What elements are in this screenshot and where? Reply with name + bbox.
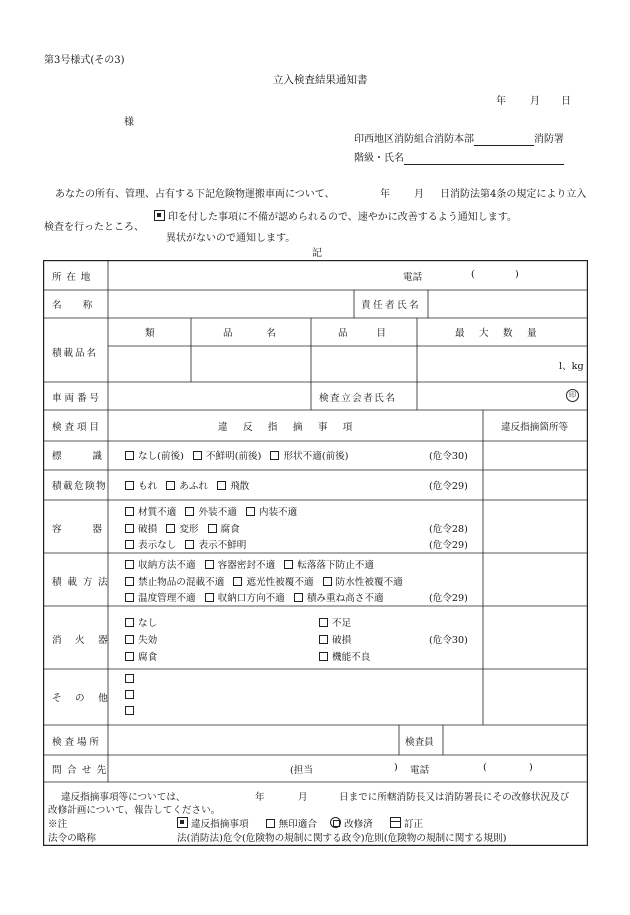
- issuer-station: 消防署: [534, 134, 564, 145]
- location-label: 所在地: [52, 272, 96, 283]
- vehicle-no-label: 車両番号: [52, 393, 102, 404]
- repaired-mark-icon: [330, 817, 341, 828]
- container-line2: 破損 変形 腐食: [125, 521, 240, 535]
- ext-broken: 破損: [319, 632, 351, 646]
- light-cover-checkbox[interactable]: [233, 577, 242, 586]
- deform-checkbox[interactable]: [166, 524, 175, 533]
- marking-shape-checkbox[interactable]: [270, 451, 279, 460]
- extinguisher-label: 消火器: [52, 635, 122, 646]
- ext-expired-checkbox[interactable]: [125, 635, 134, 644]
- intro-option-normal: 異状がないので通知します。: [166, 233, 296, 244]
- no-label-checkbox[interactable]: [125, 540, 134, 549]
- container-line1: 材質不適 外装不適 内装不適: [125, 504, 297, 518]
- ext-corroded: 腐食: [125, 649, 157, 663]
- ext-malfunction: 機能不良: [319, 649, 370, 663]
- note-label: ※注: [48, 819, 68, 830]
- contact-phone-label: 電話: [410, 765, 430, 776]
- phone-label: 電話: [403, 272, 423, 283]
- intro-line1-b: 日消防法第4条の規定により立入: [440, 189, 587, 200]
- other-checkbox-1-wrap: [125, 674, 138, 686]
- footer-line1-a: 違反指摘事項等については、: [61, 792, 186, 803]
- intro-line1-a: あなたの所有、管理、占有する下記危険物運搬車両について、: [55, 189, 335, 200]
- seal-stamp-icon: 印: [566, 389, 579, 402]
- intro-year: 年: [380, 189, 390, 200]
- ext-expired: 失効: [125, 632, 157, 646]
- ki-mark: 記: [312, 248, 322, 259]
- compliant-mark-icon: [266, 819, 275, 828]
- rank-name-blank[interactable]: [404, 153, 564, 165]
- contact-close: ): [394, 762, 398, 773]
- loading-line1: 収納方法不適 容器密封不適 転落落下防止不適: [125, 557, 374, 571]
- overflow-checkbox[interactable]: [166, 481, 175, 490]
- temperature-checkbox[interactable]: [125, 593, 134, 602]
- marking-label: 標識: [52, 451, 133, 462]
- other-checkbox-3-wrap: [125, 706, 138, 718]
- date-year: 年: [496, 96, 506, 107]
- cargo-col-item: 品目: [338, 328, 415, 339]
- container-label: 容器: [52, 524, 133, 535]
- loading-label: 積載方法: [52, 577, 114, 588]
- extinguisher-ref: (危令30): [429, 635, 468, 646]
- contact-label: 問合せ先: [52, 765, 112, 776]
- damage-checkbox[interactable]: [125, 524, 134, 533]
- violations-header: 違反指摘事項: [218, 422, 368, 433]
- contact-paren-close: ): [529, 762, 533, 773]
- rank-line: [354, 149, 564, 165]
- marking-unclear-checkbox[interactable]: [193, 451, 202, 460]
- form-number: 第3号様式(その3): [44, 55, 125, 66]
- ext-short: 不足: [319, 615, 351, 629]
- cargo-hazard-label: 積載危険物: [52, 481, 108, 492]
- marking-ref: (危令30): [429, 451, 468, 462]
- loading-line3: 温度管理不適 収納口方向不適 積み重ね高さ不適: [125, 590, 384, 604]
- loading-ref: (危令29): [429, 593, 468, 604]
- responsible-label: 責任者氏名: [361, 300, 421, 311]
- opening-direction-checkbox[interactable]: [205, 593, 214, 602]
- ext-broken-checkbox[interactable]: [319, 635, 328, 644]
- items-header: 検査項目: [52, 422, 102, 433]
- container-ref2: (危令29): [429, 540, 468, 551]
- water-cover-checkbox[interactable]: [323, 577, 332, 586]
- container-ref1: (危令28): [429, 524, 468, 535]
- rank-name-label: 階級・氏名: [354, 153, 404, 164]
- contact-paren-open: (: [483, 762, 487, 773]
- footer-year: 年: [255, 792, 265, 803]
- storage-method-checkbox[interactable]: [125, 560, 134, 569]
- other-checkbox-1[interactable]: [125, 674, 134, 683]
- note-items: 違反指摘事項 無印適合 改修済 訂正: [177, 816, 423, 830]
- addressee-suffix: 様: [124, 117, 134, 128]
- container-line3: 表示なし 表示不鮮明: [125, 537, 246, 551]
- cargo-col-max-qty: 最大数量: [455, 328, 551, 339]
- table-grid: [43, 260, 588, 846]
- seal-checkbox[interactable]: [205, 560, 214, 569]
- ext-corroded-checkbox[interactable]: [125, 652, 134, 661]
- cargo-label: 積載品名: [52, 348, 99, 359]
- footer-line2: 改修計画について、報告してください。: [48, 805, 221, 816]
- mixed-loading-checkbox[interactable]: [125, 577, 134, 586]
- stack-height-checkbox[interactable]: [294, 593, 303, 602]
- loading-line2: 禁止物品の混載不適 遮光性被覆不適 防水性被覆不適: [125, 574, 403, 588]
- inspection-place-label: 検査場所: [52, 737, 102, 748]
- cargo-hazard-options: もれ あふれ 飛散: [125, 478, 249, 492]
- law-label: 法令の略称: [48, 833, 96, 844]
- outer-pack-checkbox[interactable]: [185, 507, 194, 516]
- document-title: 立入検査結果通知書: [273, 74, 368, 86]
- fall-prevention-checkbox[interactable]: [284, 560, 293, 569]
- correction-mark-icon: [390, 817, 401, 828]
- other-checkbox-3[interactable]: [125, 706, 134, 715]
- cargo-hazard-ref: (危令29): [429, 481, 468, 492]
- ext-malfunction-checkbox[interactable]: [319, 652, 328, 661]
- location-header: 違反指摘箇所等: [501, 422, 569, 433]
- unclear-label-checkbox[interactable]: [185, 540, 194, 549]
- inspector-label: 検査員: [405, 737, 434, 748]
- leak-checkbox[interactable]: [125, 481, 134, 490]
- phone-paren-open: (: [471, 269, 475, 280]
- issuer-org: 印西地区消防組合消防本部: [354, 134, 474, 145]
- law-text: 法(消防法)危令(危険物の規制に関する政令)危則(危険物の規制に関する規則): [177, 833, 507, 844]
- inner-pack-checkbox[interactable]: [246, 507, 255, 516]
- ext-none-checkbox[interactable]: [125, 618, 134, 627]
- marking-options: なし(前後) 不鮮明(前後) 形状不適(前後): [125, 448, 349, 462]
- other-label: その他: [52, 693, 122, 704]
- cargo-col-class: 類: [145, 328, 155, 339]
- intro-month: 月: [414, 189, 424, 200]
- marking-none-checkbox[interactable]: [125, 451, 134, 460]
- other-checkbox-2[interactable]: [125, 690, 134, 699]
- issuer-line: [354, 130, 564, 146]
- contact-charge: (担当: [290, 765, 313, 776]
- witness-label: 検査立会者氏名: [319, 393, 397, 404]
- intro-line2-left: 検査を行ったところ、: [44, 222, 144, 233]
- footer-line1-b: 日までに所轄消防長又は消防署長にその改修状況及び: [339, 792, 570, 803]
- cargo-col-product: 品名: [223, 328, 310, 339]
- station-blank[interactable]: [474, 134, 534, 146]
- ext-short-checkbox[interactable]: [319, 618, 328, 627]
- date-month: 月: [530, 96, 540, 107]
- cargo-unit: l、kg: [559, 361, 584, 372]
- inspection-table: [43, 260, 588, 846]
- scatter-checkbox[interactable]: [217, 481, 226, 490]
- other-checkbox-2-wrap: [125, 690, 138, 702]
- corrosion-checkbox[interactable]: [208, 524, 217, 533]
- violation-mark-icon: [177, 817, 188, 828]
- intro-option-deficiency: [154, 208, 517, 223]
- footer-month: 月: [298, 792, 308, 803]
- name-label: 名称: [52, 300, 114, 311]
- marked-box-icon: [154, 210, 165, 221]
- date-day: 日: [561, 96, 571, 107]
- phone-paren-close: ): [515, 269, 519, 280]
- intro-option-deficiency-text: 印を付した事項に不備が認められるので、速やかに改善するよう通知します。: [168, 212, 517, 223]
- ext-none: なし: [125, 615, 157, 629]
- material-checkbox[interactable]: [125, 507, 134, 516]
- seal-mark: [566, 389, 579, 402]
